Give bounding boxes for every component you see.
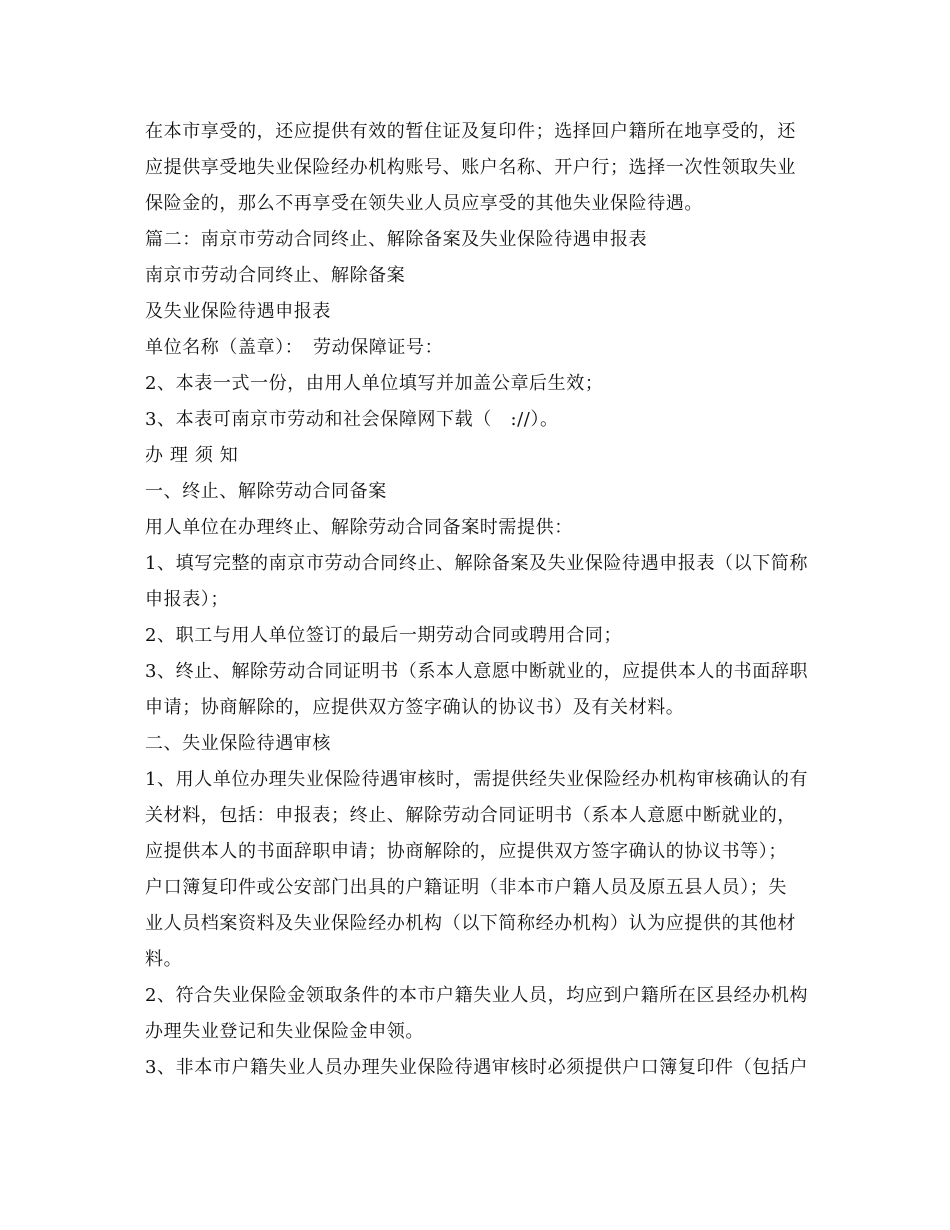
text-line: 3、非本市户籍失业人员办理失业保险待遇审核时必须提供户口簿复印件（包括户	[145, 1057, 809, 1078]
text-line: 业人员档案资料及失业保险经办机构（以下简称经办机构）认为应提供的其他材	[145, 913, 796, 934]
text-line: 3、本表可南京市劳动和社会保障网下载（ ://）。	[145, 409, 559, 430]
text-line: 1、用人单位办理失业保险待遇审核时，需提供经失业保险经办机构审核确认的有	[145, 769, 809, 790]
text-line: 办理失业登记和失业保险金申领。	[145, 1021, 424, 1042]
text-line: 2、本表一式一份，由用人单位填写并加盖公章后生效；	[145, 373, 604, 394]
text-line: 保险金的，那么不再享受在领失业人员应享受的其他失业保险待遇。	[145, 193, 703, 214]
text-line: 户口簿复印件或公安部门出具的户籍证明（非本市户籍人员及原五县人员）；失	[145, 877, 787, 898]
text-line: 应提供本人的书面辞职申请；协商解除的，应提供双方签字确认的协议书等）；	[145, 841, 787, 862]
text-line: 关材料，包括：申报表；终止、解除劳动合同证明书（系本人意愿中断就业的，	[145, 805, 796, 826]
form-title-line-2: 及失业保险待遇申报表	[145, 301, 331, 322]
section-heading: 篇二：南京市劳动合同终止、解除备案及失业保险待遇申报表	[145, 229, 648, 250]
text-line: 料。	[145, 949, 183, 970]
text-line: 申报表）；	[145, 589, 229, 610]
form-title-line-1: 南京市劳动合同终止、解除备案	[145, 265, 406, 286]
text-line: 用人单位在办理终止、解除劳动合同备案时需提供：	[145, 517, 573, 538]
document-body	[145, 114, 825, 1086]
text-line: 2、符合失业保险金领取条件的本市户籍失业人员，均应到户籍所在区县经办机构	[145, 985, 809, 1006]
text-line: 1、填写完整的南京市劳动合同终止、解除备案及失业保险待遇申报表（以下简称	[145, 553, 809, 574]
text-line: 3、终止、解除劳动合同证明书（系本人意愿中断就业的，应提供本人的书面辞职	[145, 661, 809, 682]
text-line: 申请；协商解除的，应提供双方签字确认的协议书）及有关材料。	[145, 697, 685, 718]
subsection-heading: 二、失业保险待遇审核	[145, 733, 331, 754]
text-line: 在本市享受的，还应提供有效的暂住证及复印件；选择回户籍所在地享受的，还	[145, 121, 796, 142]
text-line: 2、职工与用人单位签订的最后一期劳动合同或聘用合同；	[145, 625, 623, 646]
text-line: 应提供享受地失业保险经办机构账号、账户名称、开户行；选择一次性领取失业	[145, 157, 796, 178]
notice-heading: 办 理 须 知	[145, 445, 239, 466]
form-header-fields: 单位名称（盖章）： 劳动保障证号：	[145, 337, 444, 358]
subsection-heading: 一、终止、解除劳动合同备案	[145, 481, 387, 502]
